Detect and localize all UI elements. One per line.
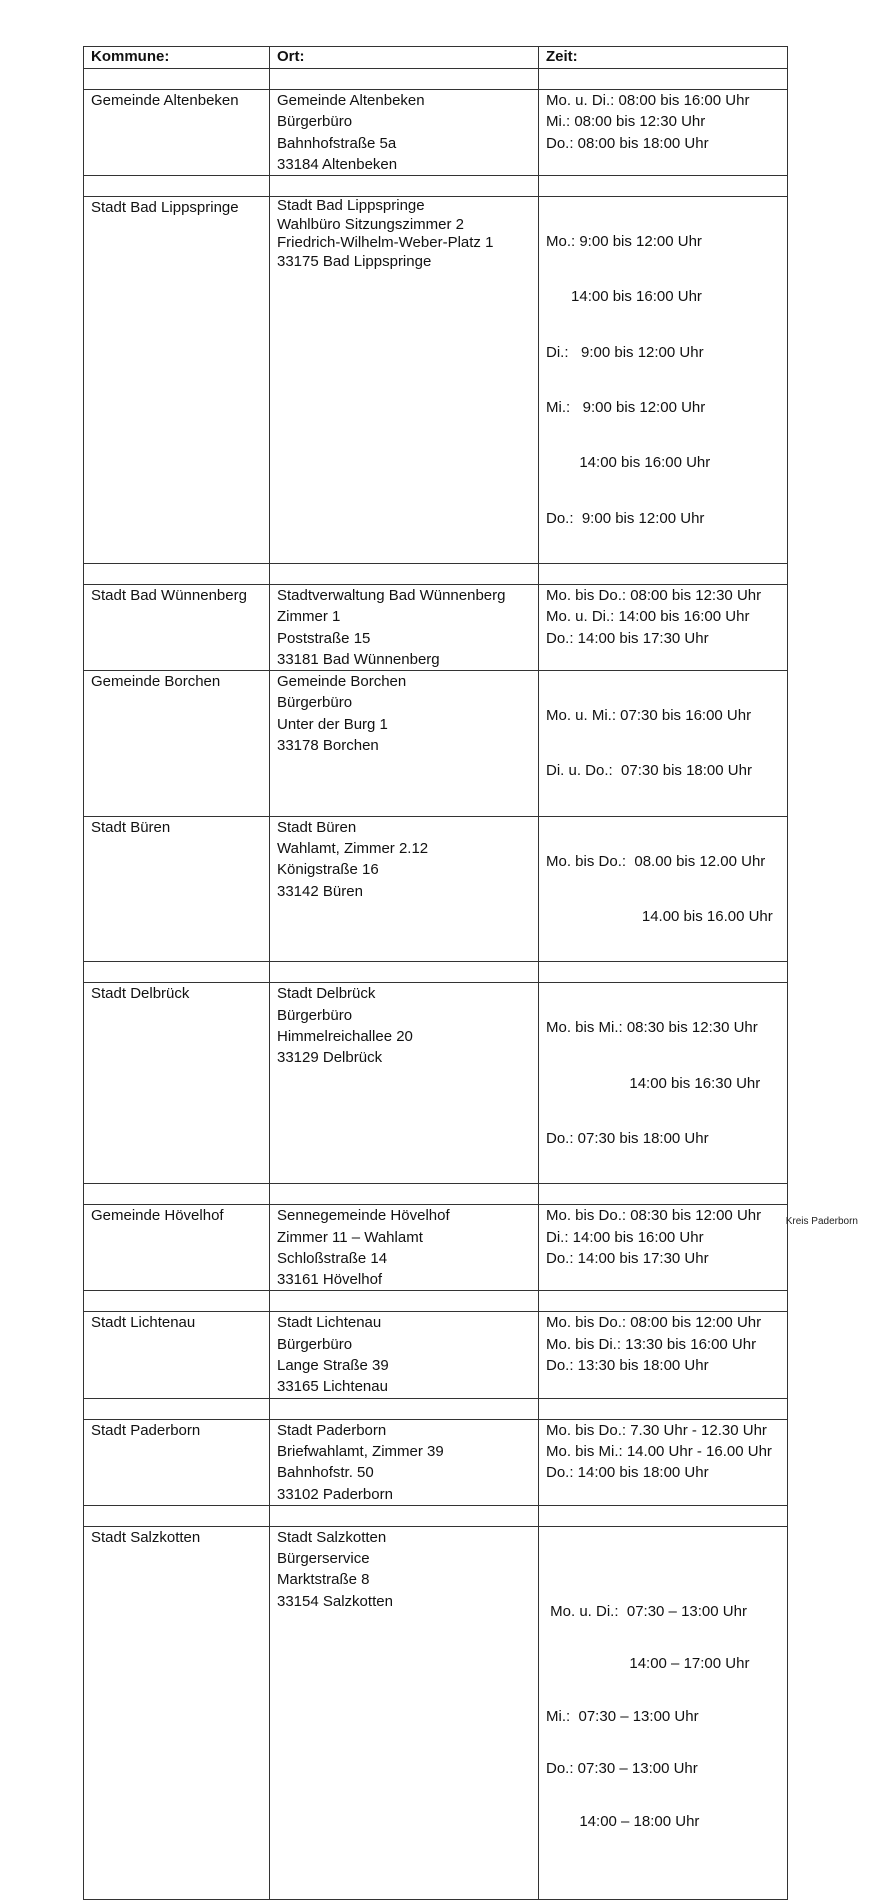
zeit-cell: Mo. bis Mi.: 08:30 bis 12:30 Uhr 14:00 bis 16:30 Uhr Do.: 07:30 bis 18:00 Uhr	[539, 983, 788, 1184]
ort-cell: Gemeinde Altenbeken Bürgerbüro Bahnhofstraße 5a 33184 Altenbeken	[270, 90, 539, 176]
header-ort: Ort:	[270, 47, 539, 69]
kommune-cell: Gemeinde Altenbeken	[84, 90, 270, 176]
kommune-cell: Stadt Büren	[84, 816, 270, 962]
zeit-cell: Mo. u. Di.: 08:00 bis 16:00 Uhr Mi.: 08:00 bis 12:30 Uhr Do.: 08:00 bis 18:00 Uhr	[539, 90, 788, 176]
table-row	[84, 197, 788, 564]
spacer-row	[84, 563, 788, 584]
kommune-cell: Gemeinde Borchen	[84, 671, 270, 817]
kommune-cell: Stadt Salzkotten	[84, 1526, 270, 1900]
kommune-cell: Stadt Paderborn	[84, 1419, 270, 1505]
table-row	[84, 816, 788, 962]
spacer-row	[84, 1291, 788, 1312]
ort-cell: Stadt Paderborn Briefwahlamt, Zimmer 39 Bahnhofstr. 50 33102 Paderborn	[270, 1419, 539, 1505]
spacer-row	[84, 962, 788, 983]
table-row	[84, 1312, 788, 1398]
zeit-cell: Mo. bis Do.: 08:00 bis 12:30 Uhr Mo. u. Di.: 14:00 bis 16:00 Uhr Do.: 14:00 bis 17:30 Uhr	[539, 584, 788, 670]
zeit-cell: Mo. bis Do.: 7.30 Uhr - 12.30 Uhr Mo. bis Mi.: 14.00 Uhr - 16.00 Uhr Do.: 14:00 bis 18:00 Uhr	[539, 1419, 788, 1505]
kommune-cell: Stadt Bad Wünnenberg	[84, 584, 270, 670]
kommune-cell: Stadt Delbrück	[84, 983, 270, 1184]
spacer-row	[84, 1505, 788, 1526]
table-row	[84, 671, 788, 817]
ort-cell: Stadt Büren Wahlamt, Zimmer 2.12 Königstraße 16 33142 Büren	[270, 816, 539, 962]
zeit-cell: Mo. bis Do.: 08:00 bis 12:00 Uhr Mo. bis Di.: 13:30 bis 16:00 Uhr Do.: 13:30 bis 18:00 Uhr	[539, 1312, 788, 1398]
table-row	[84, 1419, 788, 1505]
spacer-row	[84, 1184, 788, 1205]
spacer-row	[84, 176, 788, 197]
zeit-cell: Mo. u. Di.: 07:30 – 13:00 Uhr 14:00 – 17:00 Uhr Mi.: 07:30 – 13:00 Uhr Do.: 07:30 – 13:00 Uhr 14:00 – 18:00 Uhr	[539, 1526, 788, 1900]
zeit-cell: Mo.: 9:00 bis 12:00 Uhr 14:00 bis 16:00 Uhr Di.: 9:00 bis 12:00 Uhr Mi.: 9:00 bis 12:00 Uhr 14:00 bis 16:00 Uhr Do.: 9:00 bis 12:00 Uhr	[539, 197, 788, 564]
zeit-cell: Mo. bis Do.: 08:30 bis 12:00 Uhr Di.: 14:00 bis 16:00 Uhr Do.: 14:00 bis 17:30 Uhr	[539, 1205, 788, 1291]
table-row	[84, 983, 788, 1184]
kommune-cell: Gemeinde Hövelhof	[84, 1205, 270, 1291]
ort-cell: Stadt Delbrück Bürgerbüro Himmelreichallee 20 33129 Delbrück	[270, 983, 539, 1184]
zeit-cell: Mo. u. Mi.: 07:30 bis 16:00 Uhr Di. u. Do.: 07:30 bis 18:00 Uhr	[539, 671, 788, 817]
header-zeit: Zeit:	[539, 47, 788, 69]
spacer-row	[84, 69, 788, 90]
kommune-cell: Stadt Lichtenau	[84, 1312, 270, 1398]
table-row	[84, 1205, 788, 1291]
footer-credit: Kreis Paderborn	[785, 1216, 858, 1227]
kommune-cell: Stadt Bad Lippspringe	[84, 197, 270, 564]
election-office-table	[83, 46, 788, 1900]
table-row	[84, 584, 788, 670]
ort-cell: Stadt Salzkotten Bürgerservice Marktstraße 8 33154 Salzkotten	[270, 1526, 539, 1900]
header-kommune: Kommune:	[84, 47, 270, 69]
table-row	[84, 90, 788, 176]
ort-cell: Stadt Lichtenau Bürgerbüro Lange Straße 39 33165 Lichtenau	[270, 1312, 539, 1398]
ort-cell: Stadt Bad Lippspringe Wahlbüro Sitzungszimmer 2 Friedrich-Wilhelm-Weber-Platz 1 33175 Bad Lippspringe	[270, 197, 539, 564]
table-row	[84, 1526, 788, 1900]
zeit-cell: Mo. bis Do.: 08.00 bis 12.00 Uhr 14.00 bis 16.00 Uhr	[539, 816, 788, 962]
ort-cell: Stadtverwaltung Bad Wünnenberg Zimmer 1 Poststraße 15 33181 Bad Wünnenberg	[270, 584, 539, 670]
ort-cell: Sennegemeinde Hövelhof Zimmer 11 – Wahlamt Schloßstraße 14 33161 Hövelhof	[270, 1205, 539, 1291]
header-row	[84, 47, 788, 69]
spacer-row	[84, 1398, 788, 1419]
ort-cell: Gemeinde Borchen Bürgerbüro Unter der Burg 1 33178 Borchen	[270, 671, 539, 817]
